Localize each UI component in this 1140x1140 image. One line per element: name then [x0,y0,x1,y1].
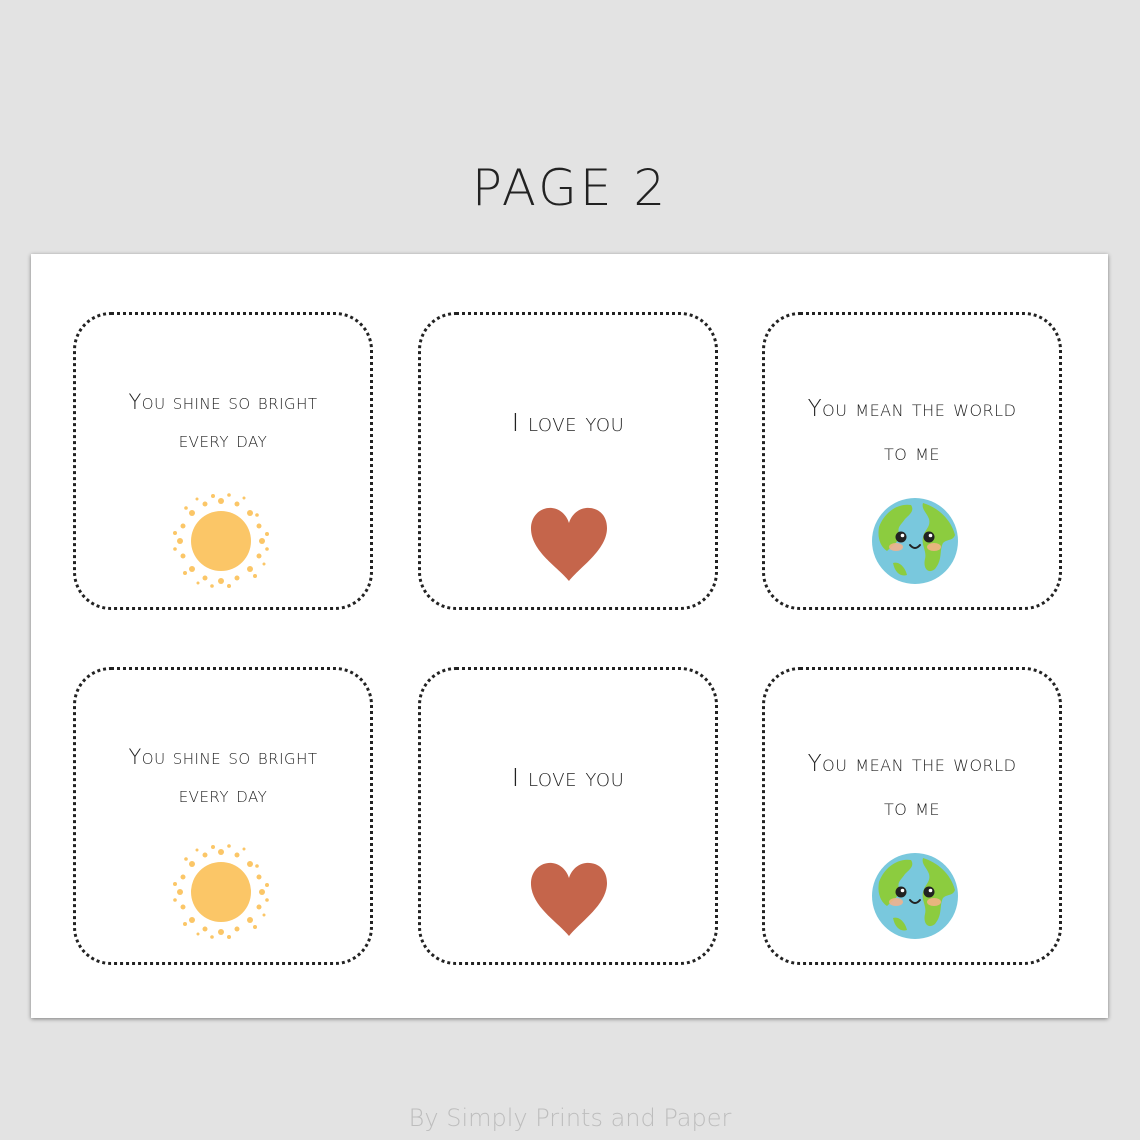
sun-icon [171,844,271,945]
card-message [421,403,715,443]
card-message-line1: I love you [511,408,625,437]
card-message [76,738,370,814]
card-message-line1: You shine so bright [128,390,318,414]
sun-icon [171,493,271,594]
card-message [421,758,715,798]
card-message [765,387,1059,475]
heart-icon [528,860,610,943]
card-message [765,742,1059,830]
card-message-line1: You mean the world [807,396,1017,422]
heart-icon [528,505,610,588]
card-message-line1: You shine so bright [128,745,318,769]
card-message-line1: I love you [511,763,625,792]
card-world [762,667,1062,965]
card-message-line2: every day [178,783,268,807]
printable-sheet [31,254,1108,1018]
card-sun [73,312,373,610]
credit-footer: By Simply Prints and Paper [408,1104,732,1132]
card-sun [73,667,373,965]
card-heart [418,667,718,965]
page-title: PAGE 2 [471,159,669,217]
card-message-line1: You mean the world [807,751,1017,777]
card-message [76,383,370,459]
card-message-line2: to me [883,795,941,821]
card-heart [418,312,718,610]
earth-icon [871,852,959,945]
card-message-line2: to me [883,440,941,466]
earth-icon [871,497,959,590]
card-message-line2: every day [178,428,268,452]
card-world [762,312,1062,610]
